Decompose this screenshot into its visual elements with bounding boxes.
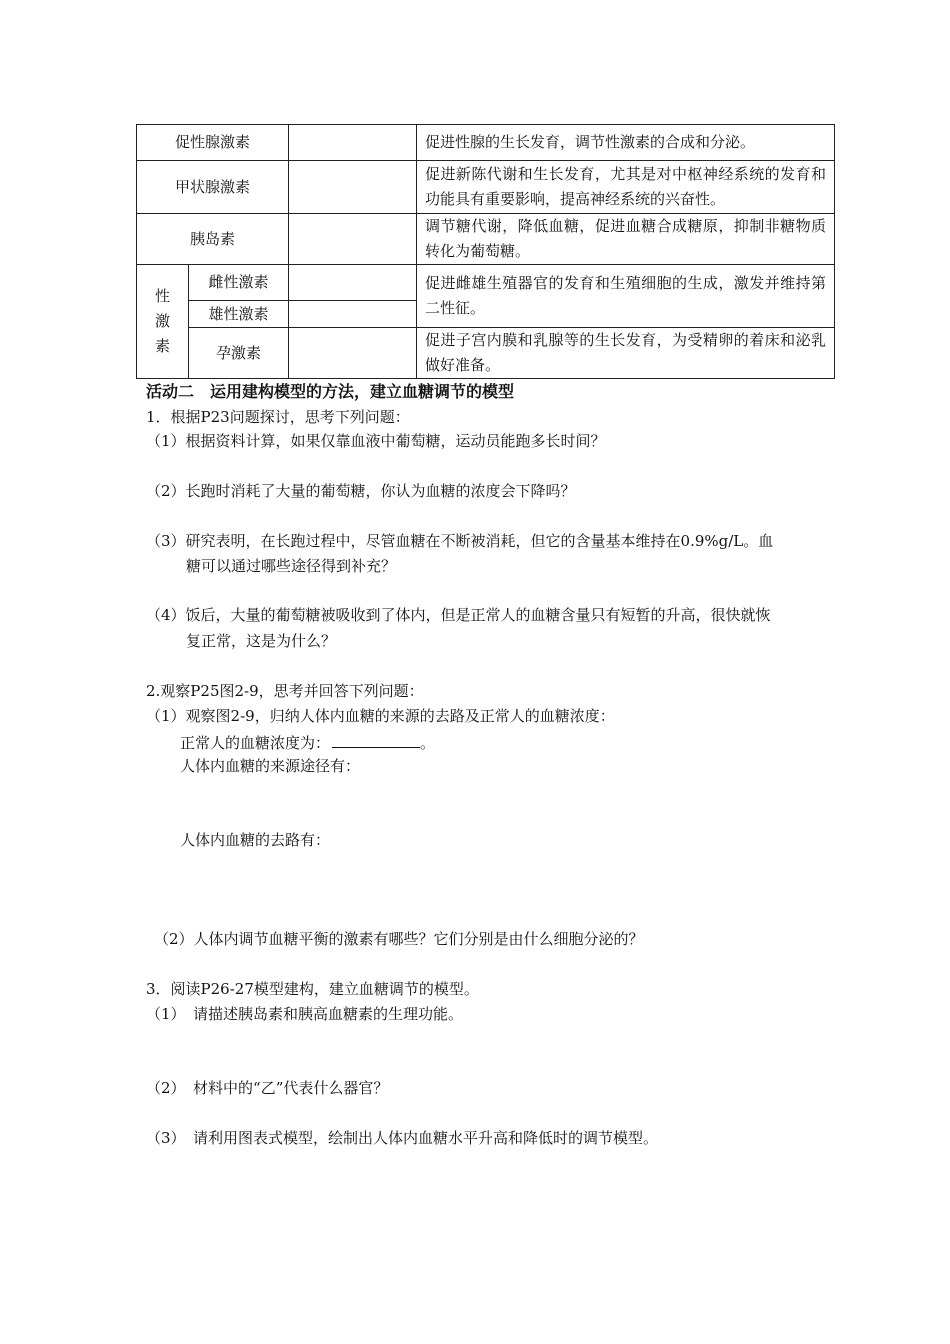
table-row [137,328,835,379]
table-row [137,265,835,301]
sex-hormone-group-label [137,265,189,379]
hormone-name-cell: 孕激素 [189,328,289,379]
answer-blank-cell[interactable] [289,328,417,379]
table-row [137,161,835,214]
hormone-name-cell: 胰岛素 [137,214,289,265]
question-2-1: （1）观察图2-9，归纳人体内血糖的来源的去路及正常人的血糖浓度： [146,707,615,725]
hormone-function-cell: 促进性腺的生长发育，调节性激素的合成和分泌。 [417,125,835,161]
hormone-function-cell: 促进新陈代谢和生长发育，尤其是对中枢神经系统的发育和功能具有重要影响，提高神经系统的兴奋性。 [417,161,835,214]
answer-blank-cell[interactable] [289,161,417,214]
question-1-4-line-2: 复正常，这是为什么？ [186,632,337,650]
question-3-3: （3） 请利用图表式模型，绘制出人体内血糖水平升高和降低时的调节模型。 [146,1129,659,1147]
hormone-function-cell: 促进子宫内膜和乳腺等的生长发育，为受精卵的着床和泌乳做好准备。 [417,328,835,379]
hormone-name-cell: 促性腺激素 [137,125,289,161]
question-1-4-line-1: （4）饭后，大量的葡萄糖被吸收到了体内，但是正常人的血糖含量只有短暂的升高，很快就恢 [146,606,771,624]
hormone-table [136,124,835,379]
concentration-label: 正常人的血糖浓度为： [180,734,331,752]
question-1-1: （1）根据资料计算，如果仅靠血液中葡萄糖，运动员能跑多长时间？ [146,432,606,450]
question-1-3-line-2: 糖可以通过哪些途径得到补充？ [186,557,397,575]
question-3-2: （2） 材料中的“乙”代表什么器官？ [146,1079,389,1097]
sex-group-char: 素 [154,337,170,355]
concentration-period: 。 [420,734,436,752]
question-3-title: 3．阅读P26-27模型建构，建立血糖调节的模型。 [146,980,479,998]
question-3-1: （1） 请描述胰岛素和胰高血糖素的生理功能。 [146,1005,464,1023]
answer-blank-cell[interactable] [289,125,417,161]
hormone-name-cell: 雌性激素 [189,265,289,301]
hormone-function-cell: 调节糖代谢，降低血糖，促进血糖合成糖原，抑制非糖物质转化为葡萄糖。 [417,214,835,265]
question-1-title: 1．根据P23问题探讨，思考下列问题： [146,408,410,426]
hormone-name-cell: 甲状腺激素 [137,161,289,214]
sex-group-char: 激 [154,312,170,330]
answer-blank-cell[interactable] [289,301,417,328]
activity-heading: 活动二 运用建构模型的方法，建立血糖调节的模型 [146,382,515,401]
blood-sugar-concentration-line [180,731,435,753]
table-row [137,125,835,161]
sex-group-char: 性 [154,287,170,305]
question-2-2: （2）人体内调节血糖平衡的激素有哪些？它们分别是由什么细胞分泌的？ [154,930,644,948]
blood-sugar-sinks-label: 人体内血糖的去路有： [180,831,331,849]
question-1-3-line-1: （3）研究表明，在长跑过程中，尽管血糖在不断被消耗，但它的含量基本维持在0.9%g/L。血 [146,532,774,550]
table-row [137,214,835,265]
question-2-title: 2.观察P25图2-9，思考并回答下列问题： [146,682,424,700]
hormone-name-cell: 雄性激素 [189,301,289,328]
question-1-2: （2）长跑时消耗了大量的葡萄糖，你认为血糖的浓度会下降吗？ [146,482,576,500]
concentration-answer-blank[interactable] [332,731,420,748]
blood-sugar-sources-label: 人体内血糖的来源途径有： [180,757,361,775]
answer-blank-cell[interactable] [289,265,417,301]
hormone-function-cell: 促进雌雄生殖器官的发育和生殖细胞的生成，激发并维持第二性征。 [417,265,835,328]
answer-blank-cell[interactable] [289,214,417,265]
